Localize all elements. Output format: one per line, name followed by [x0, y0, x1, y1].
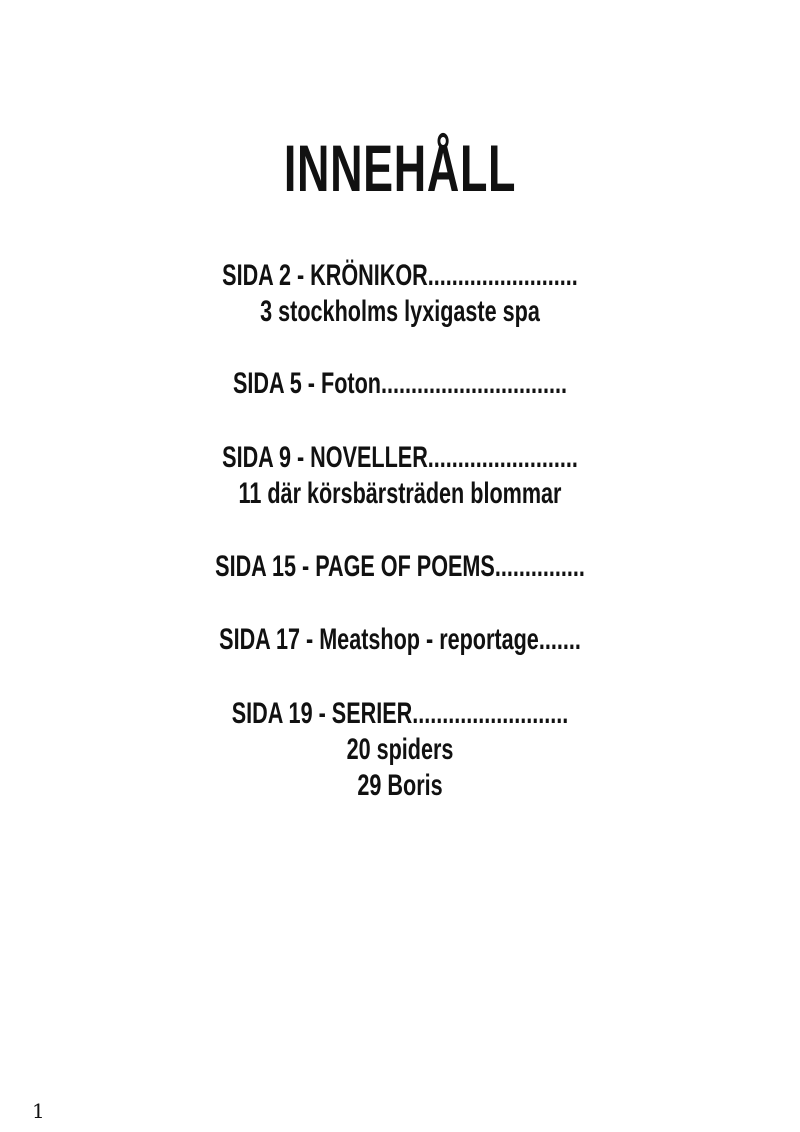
toc-sub-item: 20 spiders [346, 733, 454, 766]
toc-entry-serier [0, 696, 800, 804]
toc-entry-line: SIDA 9 - NOVELLER......................... [222, 441, 578, 474]
toc-entry-line: SIDA 5 - Foton............................... [232, 367, 568, 400]
toc-entry-meatshop [0, 622, 800, 658]
toc-sub-item: 3 stockholms lyxigaste spa [260, 295, 540, 328]
toc-entry-line: SIDA 2 - KRÖNIKOR......................... [222, 259, 578, 292]
toc-entry-noveller [0, 440, 800, 512]
toc-sub-item: 11 där körsbärsträden blommar [238, 477, 562, 510]
toc-entry-line: SIDA 17 - Meatshop - reportage....... [219, 623, 581, 656]
toc-entry-poems [0, 549, 800, 585]
toc-entry-foton [0, 366, 800, 402]
toc-sub-item: 29 Boris [357, 769, 443, 802]
page-number: 1 [32, 1099, 45, 1123]
toc-entry-line: SIDA 15 - PAGE OF POEMS............... [215, 550, 585, 583]
toc-entry-line: SIDA 19 - SERIER.......................... [231, 697, 569, 730]
page-title: INNEHÅLL [283, 131, 517, 205]
toc-entry-kronikor [0, 258, 800, 330]
